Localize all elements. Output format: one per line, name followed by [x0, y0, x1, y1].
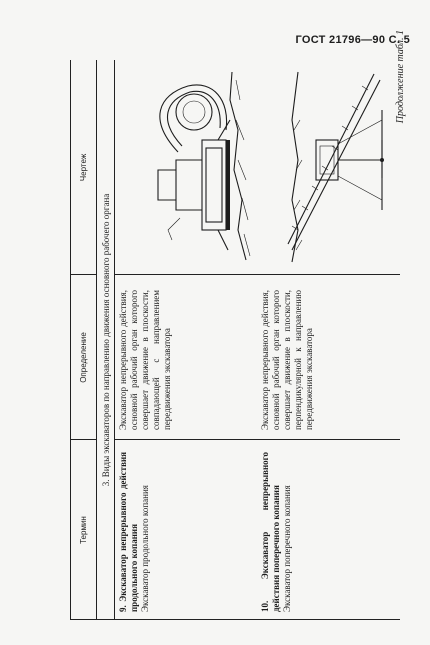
column-divider-1-body: [114, 439, 400, 440]
transverse-digging-excavator-drawing: [262, 65, 397, 270]
term-name: Экскаватор непрерывного действия поперечного копания: [260, 452, 281, 612]
term-synonym: Экскаватор поперечного копания: [282, 485, 292, 612]
definition-text: Экскаватор непрерывного действия, основной рабочий орган которого совершает движение в плоскости, совпадающей с направлением передвижения экскаватора: [118, 290, 172, 430]
column-header-drawing: Чертеж: [78, 153, 88, 182]
column-divider-2-body: [114, 274, 400, 275]
column-header-definition: Определение: [78, 332, 88, 383]
term-number: 10.: [260, 600, 270, 612]
header-bottom-rule: [96, 60, 97, 620]
table-row-9-definition: [118, 290, 173, 430]
term-synonym: Экскаватор продольного копания: [140, 485, 150, 612]
table-left-border: [70, 619, 400, 620]
table-row-10-definition: [260, 290, 315, 430]
table-row-10-term: [260, 452, 293, 612]
definition-text: Экскаватор непрерывного действия, основной рабочий орган которого совершает движение в плоскости, перпендикулярной к направлению передвижения экскаватора: [260, 290, 314, 430]
continuation-label: Продолжение табл. 1: [395, 30, 406, 124]
longitudinal-digging-excavator-drawing: [118, 65, 258, 270]
page-header: ГОСТ 21796—90 С. 5: [295, 34, 410, 46]
section-bottom-rule: [114, 60, 115, 620]
table-row-9-term: [118, 452, 151, 612]
column-header-term: Термин: [78, 516, 88, 544]
term-number: 9.: [118, 605, 128, 612]
term-name: Экскаватор непрерывного действия продольного копания: [118, 451, 139, 612]
section-title: 3. Виды экскаваторов по направлению движения основного рабочего органа: [101, 193, 111, 487]
